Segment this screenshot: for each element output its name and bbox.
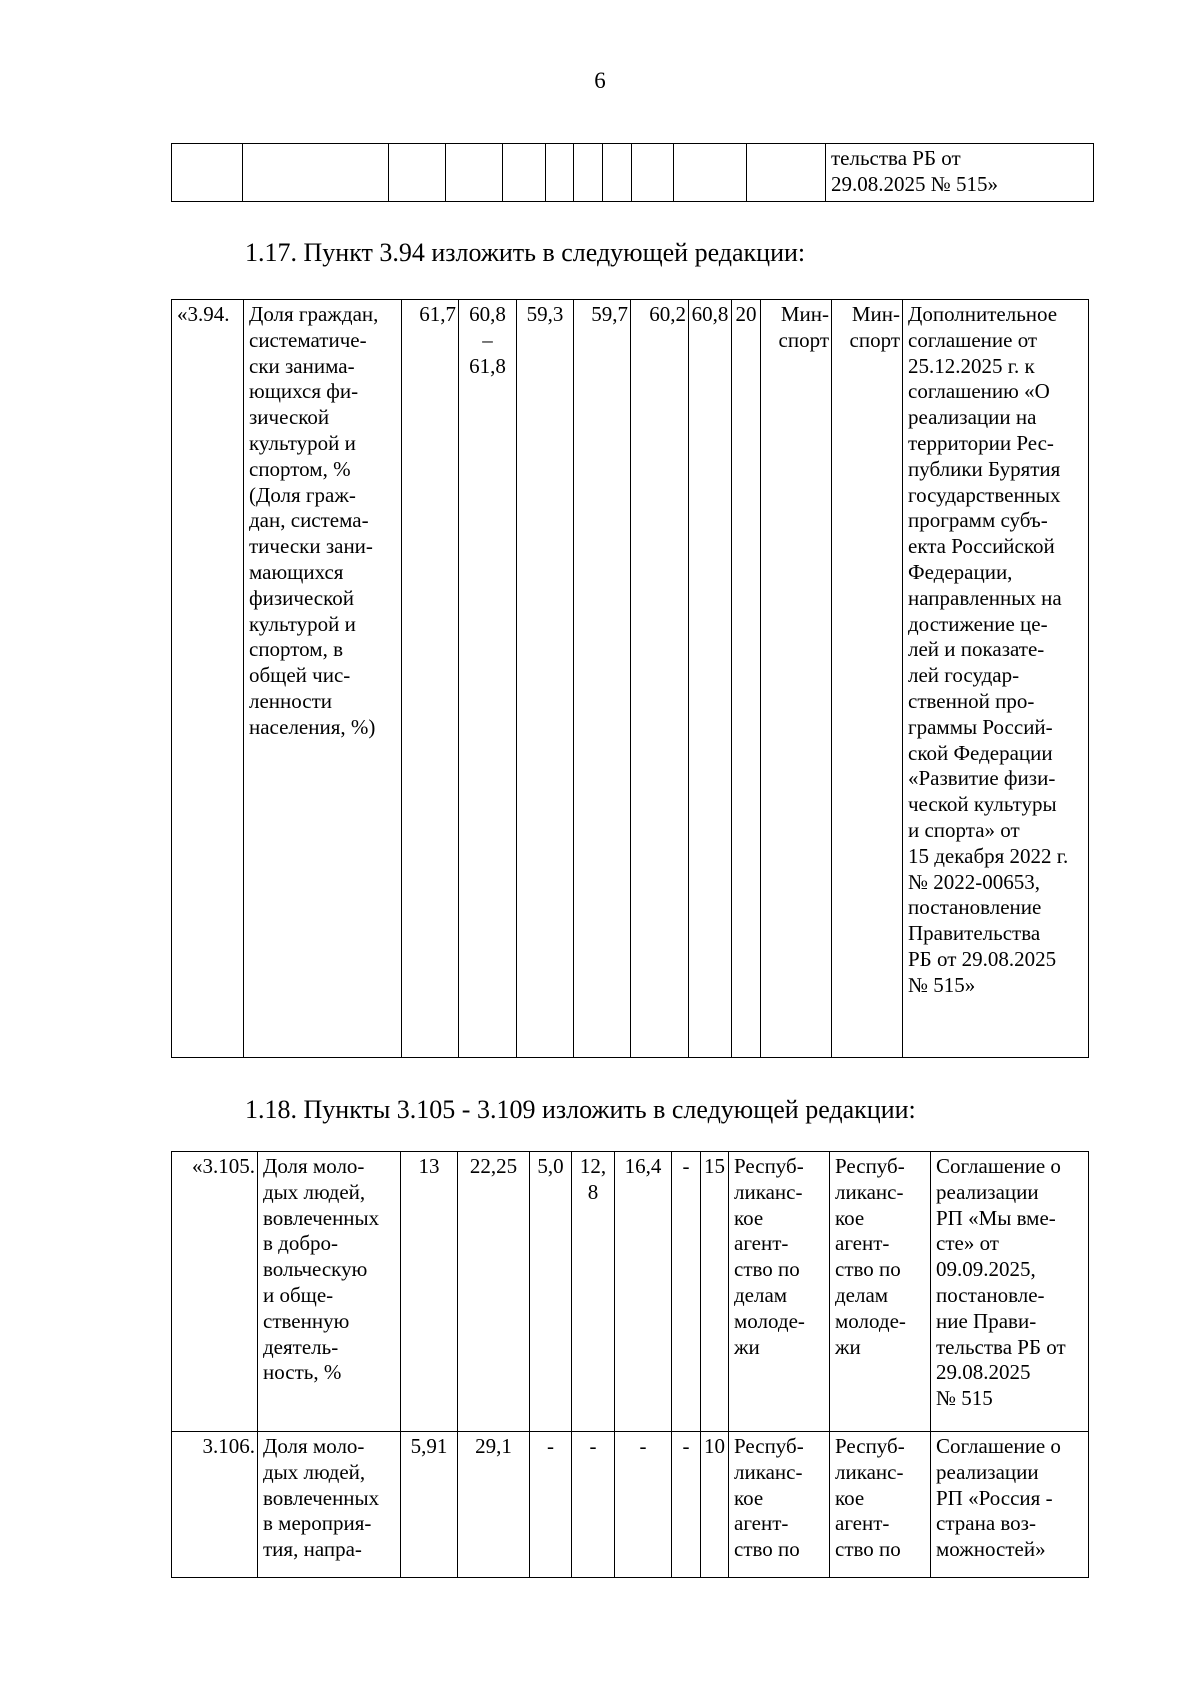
- indicator-table-3-94: [171, 299, 1089, 1058]
- value-cell: -: [672, 1432, 701, 1578]
- indicator-name: Доля граждан, систематиче- ски занима- ющихся фи- зической культурой и спортом, % (Доля граж- дан, система- тически зани- мающихся физической культурой и спортом, в общей чис- ленности населения, %): [244, 300, 402, 1058]
- responsible-cell: Респуб- ликанс- кое агент- ство по: [830, 1432, 931, 1578]
- table-row: [172, 1432, 1089, 1578]
- page-number: 6: [594, 68, 606, 93]
- section-heading-1-17: 1.17. Пункт 3.94 изложить в следующей редакции:: [245, 238, 806, 267]
- empty-cell: [674, 144, 747, 202]
- value-cell: 60,8: [689, 300, 732, 1058]
- value-cell: 59,7: [574, 300, 631, 1058]
- value-cell: -: [615, 1432, 672, 1578]
- table-row: [172, 144, 1094, 202]
- basis-cell: Дополнительное соглашение от 25.12.2025 г. к соглашению «О реализации на территории Рес- публики Бурятия государственных программ субъ- екта Российской Федерации, направленных на достижение це- лей и показате- лей государ- ственной про- граммы Россий- ской Федерации «Развитие физи- ческой культуры и спорта» от 15 декабря 2022 г. № 2022-00653, постановление Правительства РБ от 29.08.2025 № 515»: [903, 300, 1089, 1058]
- value-cell: 60,2: [631, 300, 689, 1058]
- value-cell: 13: [401, 1152, 458, 1432]
- empty-cell: [747, 144, 826, 202]
- responsible-cell: Респуб- ликанс- кое агент- ство по делам молоде- жи: [729, 1152, 830, 1432]
- table-row: [172, 300, 1089, 1058]
- item-number: 3.106.: [172, 1432, 258, 1578]
- continuation-table: [171, 143, 1094, 202]
- empty-cell: [446, 144, 503, 202]
- indicator-name: Доля моло- дых людей, вовлеченных в добро- вольческую и обще- ственную деятель- ность, %: [258, 1152, 401, 1432]
- value-cell: -: [672, 1152, 701, 1432]
- responsible-cell: Мин- спорт: [832, 300, 903, 1058]
- empty-cell: [503, 144, 546, 202]
- value-cell: 20: [732, 300, 761, 1058]
- empty-cell: [546, 144, 574, 202]
- indicator-name: Доля моло- дых людей, вовлеченных в мероприя- тия, напра-: [258, 1432, 401, 1578]
- value-cell: 12, 8: [572, 1152, 615, 1432]
- value-cell: -: [572, 1432, 615, 1578]
- value-cell: 16,4: [615, 1152, 672, 1432]
- value-cell: 29,1: [458, 1432, 530, 1578]
- empty-cell: [243, 144, 389, 202]
- basis-cell: тельства РБ от 29.08.2025 № 515»: [826, 144, 1094, 202]
- basis-cell: Соглашение о реализации РП «Мы вме- сте» от 09.09.2025, постановле- ние Прави- тельства РБ от 29.08.2025 № 515: [931, 1152, 1089, 1432]
- section-heading-1-18: 1.18. Пункты 3.105 - 3.109 изложить в следующей редакции:: [245, 1095, 916, 1124]
- indicator-table-3-105: [171, 1151, 1089, 1578]
- empty-cell: [603, 144, 632, 202]
- value-cell: 10: [701, 1432, 729, 1578]
- item-number: «3.94.: [172, 300, 244, 1058]
- value-cell: 15: [701, 1152, 729, 1432]
- empty-cell: [389, 144, 446, 202]
- value-cell: 60,8 – 61,8: [459, 300, 517, 1058]
- value-cell: 59,3: [517, 300, 574, 1058]
- basis-cell: Соглашение о реализации РП «Россия - страна воз- можностей»: [931, 1432, 1089, 1578]
- table-row: [172, 1152, 1089, 1432]
- empty-cell: [632, 144, 674, 202]
- value-cell: 22,25: [458, 1152, 530, 1432]
- empty-cell: [172, 144, 243, 202]
- value-cell: 5,91: [401, 1432, 458, 1578]
- value-cell: 5,0: [530, 1152, 572, 1432]
- empty-cell: [574, 144, 603, 202]
- responsible-cell: Респуб- ликанс- кое агент- ство по делам молоде- жи: [830, 1152, 931, 1432]
- item-number: «3.105.: [172, 1152, 258, 1432]
- value-cell: -: [530, 1432, 572, 1578]
- responsible-cell: Мин- спорт: [761, 300, 832, 1058]
- value-cell: 61,7: [402, 300, 459, 1058]
- responsible-cell: Респуб- ликанс- кое агент- ство по: [729, 1432, 830, 1578]
